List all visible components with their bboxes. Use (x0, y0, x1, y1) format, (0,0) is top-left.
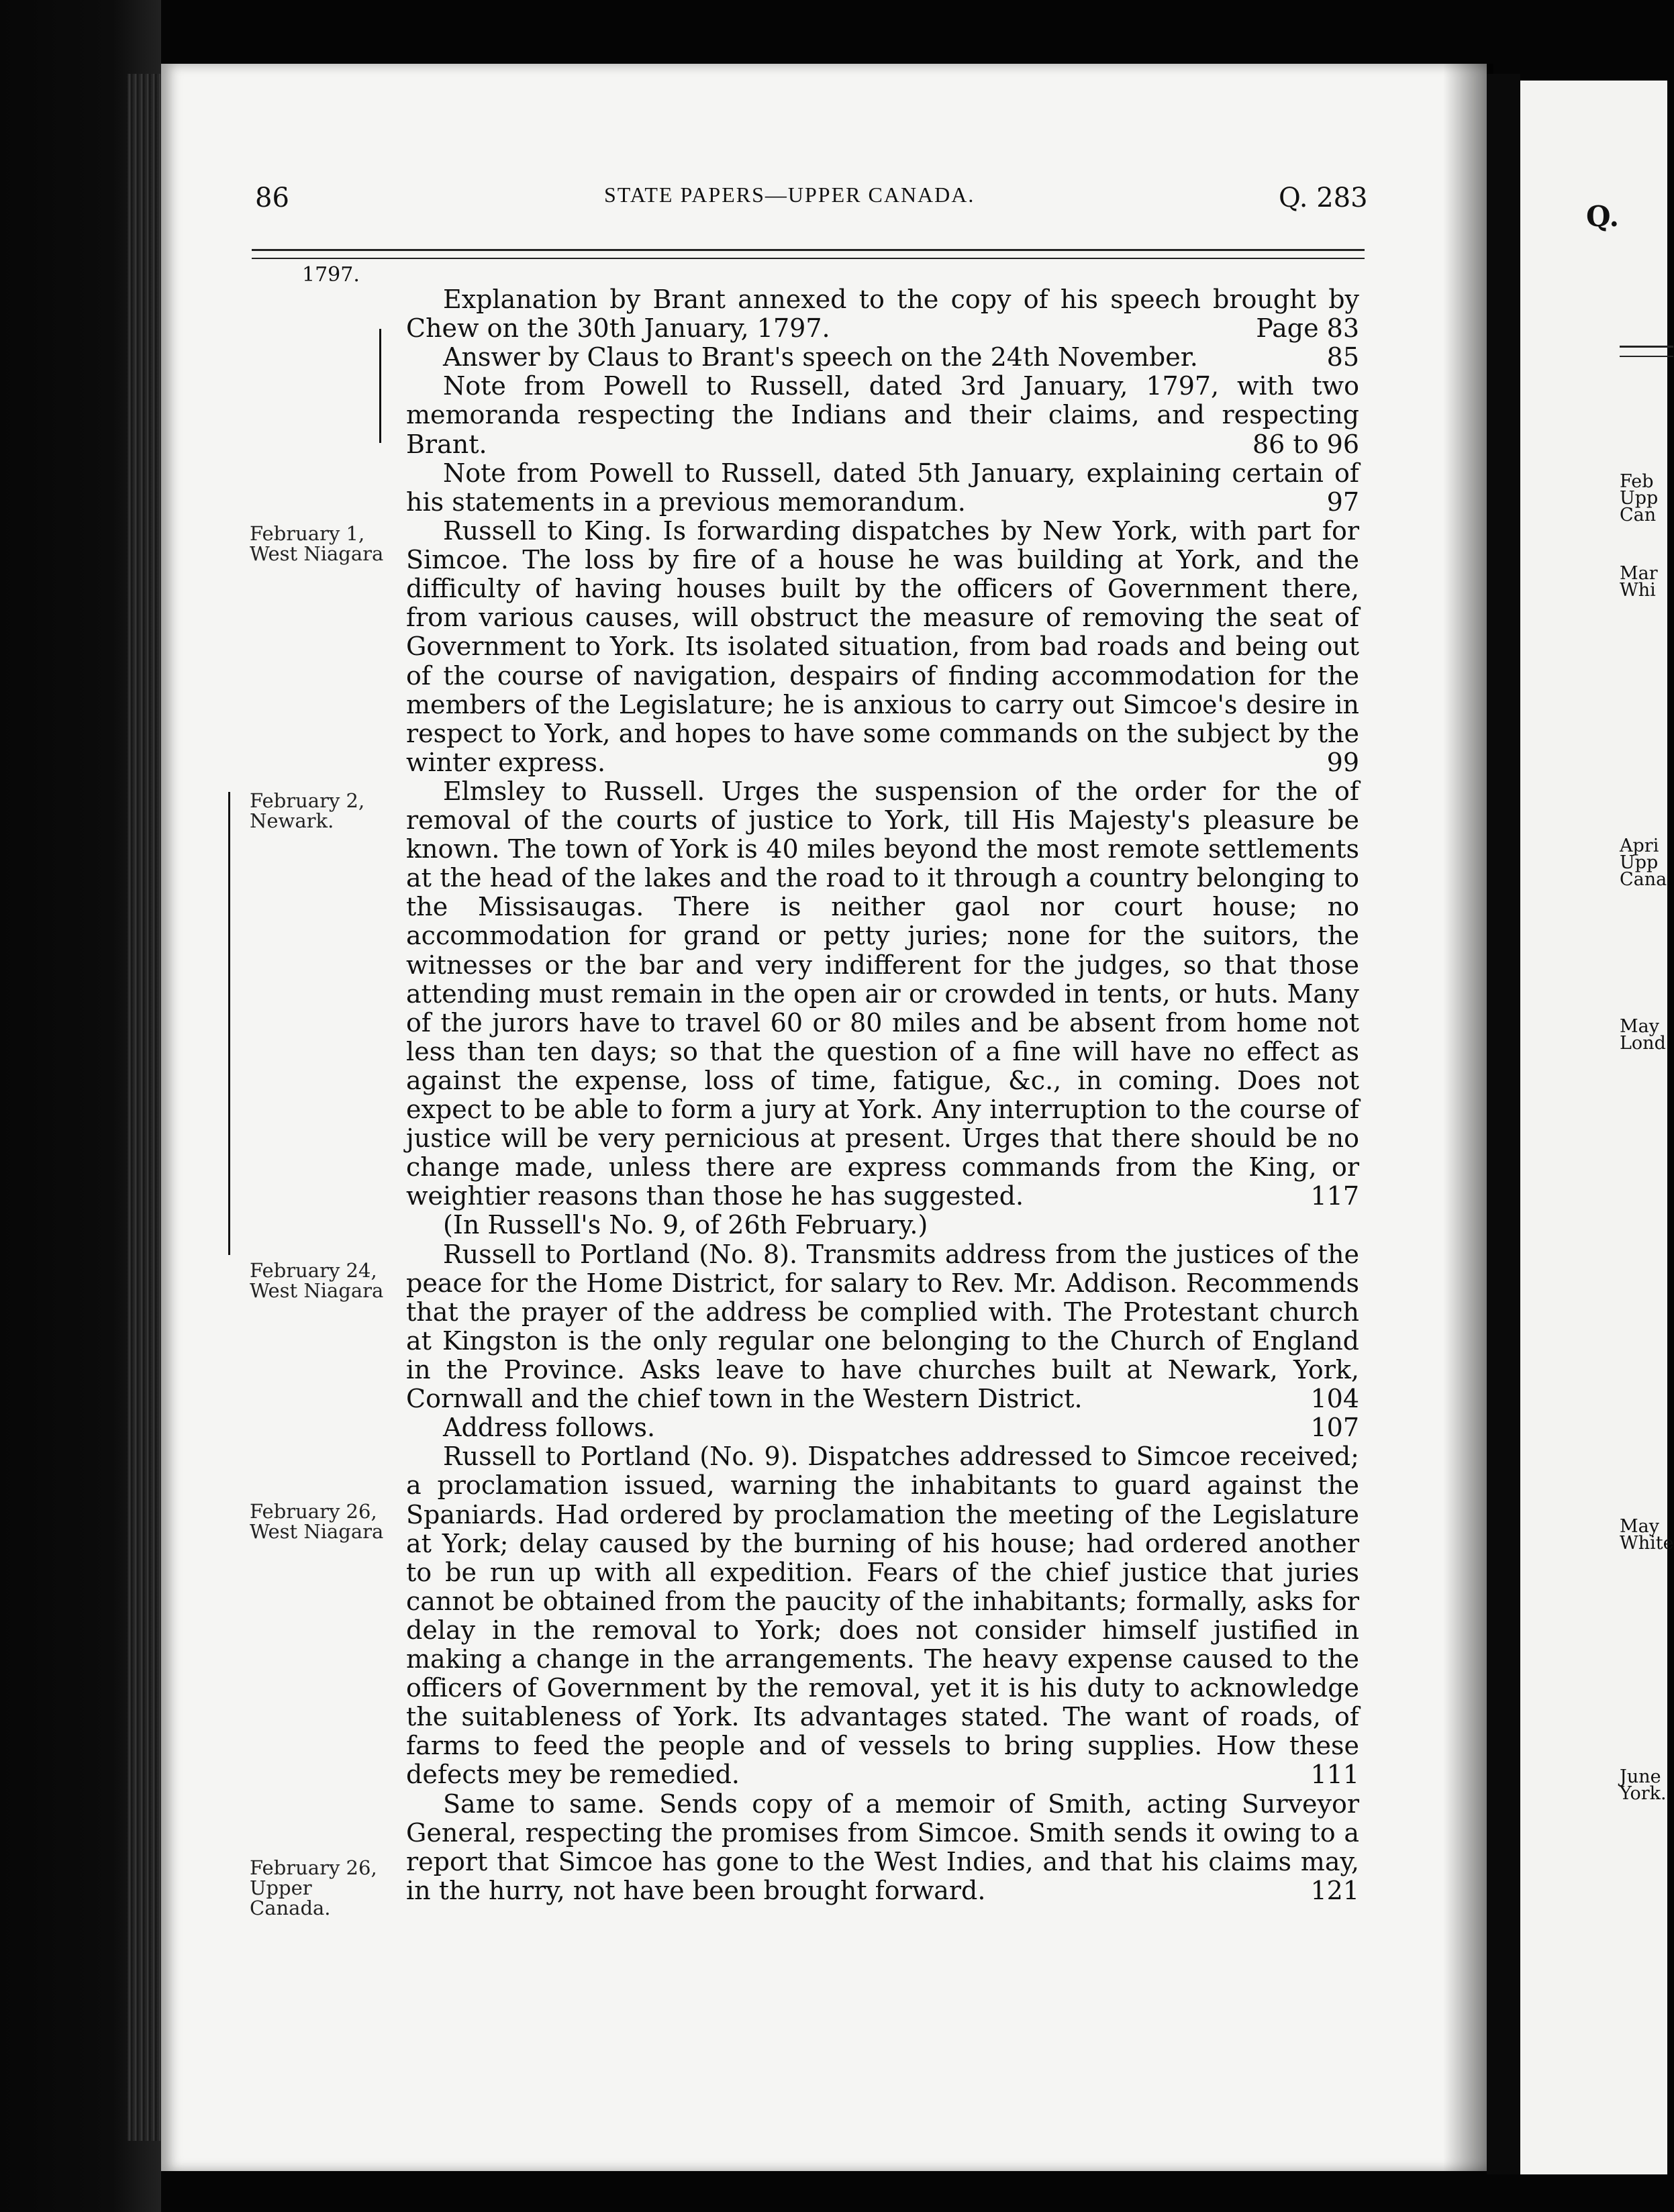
entry-page: 121 (1310, 1875, 1359, 1905)
entry-page: 104 (1310, 1384, 1359, 1414)
entry-page: 107 (1310, 1413, 1359, 1443)
page-number: 86 (255, 183, 289, 213)
running-title: STATE PAPERS—UPPER CANADA. (604, 183, 975, 207)
entry-text: Address follows. (443, 1413, 656, 1443)
facing-page-rule (1620, 356, 1673, 357)
marginal-mark (379, 329, 381, 443)
margin-date-line: February 26, (250, 1500, 377, 1523)
margin-date-line: Newark. (250, 809, 334, 832)
entry-text: Note from Powell to Russell, dated 3rd January, 1797, with two memoranda respecting the Indians and their claims, and respecting Brant. (406, 371, 1359, 459)
marginal-mark (228, 792, 230, 1255)
header-rule (252, 258, 1365, 259)
margin-date-line: February 26, (250, 1856, 377, 1879)
margin-date-line: February 1, (250, 522, 365, 545)
entry-page: 111 (1310, 1760, 1359, 1790)
entry-text: Russell to Portland (No. 9). Dispatches addressed to Simcoe received; a proclamation issued, warning the inhabitants to guard against the Spaniards. Had ordered by proclamation the meeting of the Legislature at York; delay caused by the burning of his house; had ordered another to be run up with all expedition. Fears of the chief justice that juries cannot be obtained from the paucity of the inhabitants; formally, asks for delay in the removal to York; does not consider himself justified in making a change in the arrangements. The heavy expense caused to the officers of Government by the removal, yet it is his duty to acknowledge the suitableness of York. Its advantages stated. The want of roads, of farms to feed the people and of vessels to bring supplies. How these defects mey be remedied. (406, 1442, 1359, 1790)
entry-text: (In Russell's No. 9, of 26th February.) (443, 1210, 928, 1240)
entry-page: 97 (1326, 487, 1359, 517)
margin-date (250, 1858, 411, 1918)
entry-text: Answer by Claus to Brant's speech on the 24th November. (443, 342, 1198, 372)
entry-text: Same to same. Sends copy of a memoir of Smith, acting Surveyor General, respecting the promises from Simcoe. Smith sends it owing to a report that Simcoe has gone to the West Indies, and that his claims may, in the hurry, not have been brought forward. (406, 1789, 1359, 1905)
margin-date-line: West Niagara (250, 1279, 384, 1302)
page-gap (1487, 74, 1520, 2174)
margin-date (250, 1501, 411, 1542)
entry-text: Explanation by Brant annexed to the copy of his speech brought by Chew on the 30th January, 1797. (406, 285, 1359, 344)
facing-page-note: May Lond (1620, 1016, 1666, 1054)
calendar-entries (406, 285, 1359, 1905)
calendar-entry (406, 777, 1359, 1211)
margin-date-line: February 2, (250, 789, 365, 812)
margin-date (250, 1260, 411, 1301)
facing-page-fragment (1520, 81, 1674, 2174)
facing-page-note: May White (1620, 1516, 1674, 1554)
facing-page-note: Apri Upp Cana (1620, 836, 1667, 890)
margin-date-line: Upper (250, 1876, 312, 1899)
facing-page-rule (1620, 346, 1673, 348)
entry-text: Russell to King. Is forwarding dispatches by New York, with part for Simcoe. The loss by fire of a house he was building at York, and the difficulty of having houses built by the officers of Government there, from various causes, will obstruct the measure of removing the seat of Government to York. Its isolated situation, from bad roads and being out of the course of navigation, despairs of finding accommodation for the members of the Legislature; he is anxious to carry out Simcoe's desire in respect to York, and hopes to have some commands on the subject by the winter express. (406, 516, 1359, 777)
entry-page: 86 to 96 (1252, 429, 1359, 459)
facing-page-header: Q. (1586, 200, 1620, 233)
archive-reference: Q. 283 (1279, 183, 1368, 213)
margin-date-line: Canada. (250, 1897, 331, 1919)
header-rule (252, 249, 1365, 251)
entry-page: 117 (1310, 1181, 1359, 1211)
entry-page: 99 (1326, 747, 1359, 777)
entry-text: Russell to Portland (No. 8). Transmits address from the justices of the peace for the Home District, for salary to Rev. Mr. Addison. Recommends that the prayer of the address be complied with. The Protestant church at Kingston is the only regular one belonging to the Church of England in the Province. Asks leave to have churches built at Newark, York, Cornwall and the chief town in the Western District. (406, 1239, 1359, 1414)
entry-text: Note from Powell to Russell, dated 5th January, explaining certain of his statements in a previous memorandum. (406, 458, 1359, 517)
facing-page-note: Feb Upp Can (1620, 471, 1659, 525)
year-label: 1797. (302, 263, 360, 287)
entry-page: Page 83 (1256, 313, 1359, 344)
margin-date-line: February 24, (250, 1259, 377, 1282)
entry-page: 85 (1326, 342, 1359, 372)
margin-date (250, 523, 411, 564)
entry-text: Elmsley to Russell. Urges the suspension of the order for the of removal of the courts of justice to York, till His Majesty's pleasure be known. The town of York is 40 miles beyond the most remote settlements at the head of the lakes and the road to it through a country belonging to the Missisaugas. There is neither gaol nor court house; no accommodation for grand or petty juries; none for the suitors, the witnesses or the bar and very indifferent for the judges, so that those attending must remain in the open air or crowded in tents, or huts. Many of the jurors have to travel 60 or 80 miles and be absent from home not less than ten days; so that the question of a fine will have no effect as against the expense, loss of time, fatigue, &c., in coming. Does not expect to be able to form a jury at York. Any interruption to the course of justice will be very pernicious at present. Urges that there should be no change made, unless there are express commands from the King, or weightier reasons than those he has suggested. (406, 776, 1359, 1211)
margin-date-line: West Niagara (250, 1520, 384, 1543)
calendar-entry (406, 1413, 1359, 1442)
calendar-entry (406, 343, 1359, 372)
gutter-shadow (1443, 64, 1493, 2171)
calendar-entry (406, 517, 1359, 777)
calendar-entry (406, 1442, 1359, 1789)
book-binding (128, 74, 164, 2141)
facing-page-note: Mar Whi (1620, 563, 1658, 601)
margin-date (250, 791, 411, 831)
calendar-entry (406, 1211, 1359, 1240)
facing-page-note: June York. (1620, 1766, 1667, 1804)
margin-date-line: West Niagara (250, 542, 384, 565)
